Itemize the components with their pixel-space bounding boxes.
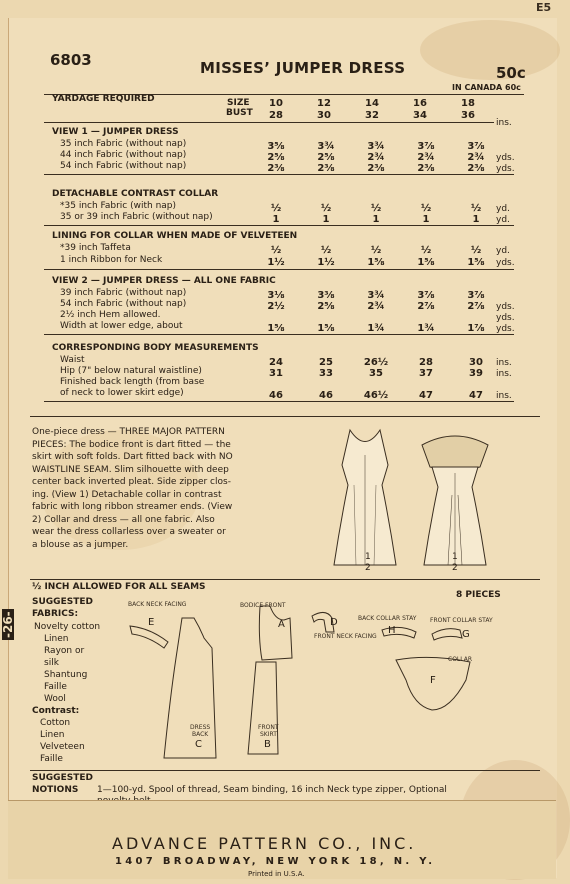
price-canada: IN CANADA 60c <box>452 83 521 92</box>
contrast-item: Velveteen <box>40 742 85 752</box>
row-value: ½ <box>320 245 332 256</box>
row-value: 1½ <box>267 257 285 268</box>
fabric-item: silk <box>44 658 59 668</box>
row-unit: yds. <box>496 164 515 174</box>
row-value: 3¾ <box>367 290 385 301</box>
piece-label: FRONT <box>258 724 279 731</box>
piece-label: BACK <box>192 731 209 738</box>
divider <box>44 122 494 123</box>
row-label: 44 inch Fabric (without nap) <box>60 150 187 160</box>
row-label: 39 inch Fabric (without nap) <box>60 288 187 298</box>
row-value: 3⅜ <box>317 290 335 301</box>
row-label: 35 or 39 inch Fabric (without nap) <box>60 212 213 222</box>
row-value: 46½ <box>363 390 389 401</box>
bust-value: 28 <box>269 110 283 121</box>
row-value: ½ <box>420 203 432 214</box>
collar-heading: DETACHABLE CONTRAST COLLAR <box>52 189 219 199</box>
description-line: ing. (View 1) Detachable collar in contrast <box>32 489 222 500</box>
description-line: One-piece dress — THREE MAJOR PATTERN <box>32 427 225 437</box>
row-unit: yds. <box>496 302 515 312</box>
view-number-2: 2 <box>365 563 371 573</box>
piece-letter: H <box>388 625 396 636</box>
description-line: fabric with long ribbon streamer ends. (View <box>32 502 233 512</box>
row-value: 1⅝ <box>267 323 285 334</box>
fabric-item: Faille <box>44 682 67 692</box>
divider <box>44 174 514 175</box>
piece-count: 8 PIECES <box>456 590 501 600</box>
row-unit: yds. <box>496 324 515 334</box>
side-stamp: -26- <box>1 611 15 638</box>
row-value: 1 <box>272 214 280 225</box>
piece-letter: E <box>148 617 155 628</box>
row-unit: yd. <box>496 215 510 225</box>
lining-heading: LINING FOR COLLAR WHEN MADE OF VELVETEEN <box>52 231 298 241</box>
fabric-item: Wool <box>44 694 66 704</box>
yardage-heading: YARDAGE REQUIRED <box>52 94 155 104</box>
row-value: 31 <box>269 368 283 379</box>
row-label: of neck to lower skirt edge) <box>60 388 184 398</box>
divider <box>30 579 540 580</box>
row-unit: yds. <box>496 153 515 163</box>
piece-letter: B <box>264 739 271 750</box>
row-unit: ins. <box>496 391 512 401</box>
piece-label: BACK COLLAR STAY <box>358 615 417 622</box>
row-value: ½ <box>270 203 282 214</box>
row-value: 1⅝ <box>467 257 485 268</box>
row-value: 37 <box>419 368 433 379</box>
stain <box>420 20 560 80</box>
divider <box>44 401 514 402</box>
row-value: 25 <box>319 357 333 368</box>
view-number-1: 1 <box>452 552 458 562</box>
row-value: 3¾ <box>367 141 385 152</box>
description-line: center back inverted pleat. Side zipper clos- <box>32 477 231 487</box>
row-value: ½ <box>270 245 282 256</box>
row-unit: ins. <box>496 358 512 368</box>
row-value: 1⅞ <box>467 323 485 334</box>
description-line: a blouse as a jumper. <box>32 539 129 550</box>
row-value: ½ <box>470 203 482 214</box>
row-value: 2⅜ <box>367 163 385 174</box>
body-heading: CORRESPONDING BODY MEASUREMENTS <box>52 343 259 353</box>
row-value: 2⅜ <box>467 163 485 174</box>
row-value: ½ <box>370 203 382 214</box>
divider <box>30 416 540 417</box>
company-address: 1407 BROADWAY, NEW YORK 18, N. Y. <box>115 856 436 867</box>
row-label: Width at lower edge, about <box>60 321 183 331</box>
fabric-item: Linen <box>44 634 69 644</box>
piece-letter: F <box>430 675 436 686</box>
row-label: 1 inch Ribbon for Neck <box>60 255 163 265</box>
description-line: WAISTLINE SEAM. Slim silhouette with deep <box>32 464 229 475</box>
row-value: 24 <box>269 357 283 368</box>
fabric-item: Novelty cotton <box>34 622 101 632</box>
row-value: 1⅝ <box>317 323 335 334</box>
row-value: 3⅝ <box>267 141 285 152</box>
description-line: wear the dress collarless over a sweater or <box>32 527 226 537</box>
row-value: 2¾ <box>367 152 385 163</box>
size-value: 14 <box>365 98 379 109</box>
row-value: 47 <box>469 390 483 401</box>
piece-letter: D <box>330 617 338 628</box>
row-value: 3⅞ <box>417 290 435 301</box>
description-line: PIECES: The bodice front is dart fitted — the <box>32 439 231 450</box>
bust-value: 36 <box>461 110 475 121</box>
row-value: 2⅞ <box>467 301 485 312</box>
fabrics-heading: FABRICS: <box>32 609 79 619</box>
size-unit: ins. <box>496 118 512 128</box>
row-value: 47 <box>419 390 433 401</box>
row-value: 1 <box>422 214 430 225</box>
row-value: 3⅞ <box>417 141 435 152</box>
fabric-item: Rayon or <box>44 646 85 656</box>
divider <box>44 269 514 270</box>
size-value: 18 <box>461 98 475 109</box>
notions-text: 1—100-yd. Spool of thread, Seam binding, 16 inch Neck type zipper, Optional <box>97 785 447 795</box>
seam-allowance: ½ INCH ALLOWED FOR ALL SEAMS <box>32 582 206 592</box>
row-value: 1⅝ <box>367 257 385 268</box>
row-value: 3⅛ <box>267 290 285 301</box>
bust-value: 30 <box>317 110 331 121</box>
contrast-item: Faille <box>40 754 63 764</box>
row-value: 3¾ <box>317 141 335 152</box>
piece-label: FRONT COLLAR STAY <box>430 617 493 624</box>
row-unit: ins. <box>496 369 512 379</box>
row-value: 2⅞ <box>417 301 435 312</box>
row-label: 54 inch Fabric (without nap) <box>60 161 187 171</box>
row-value: 2¾ <box>467 152 485 163</box>
row-value: 2⅝ <box>317 301 335 312</box>
row-value: 2½ <box>267 301 285 312</box>
row-value: 1 <box>322 214 330 225</box>
divider <box>44 225 514 226</box>
row-value: 1¾ <box>417 323 435 334</box>
row-value: 26½ <box>363 357 389 368</box>
fabrics-heading: SUGGESTED <box>32 597 93 607</box>
row-value: 28 <box>419 357 433 368</box>
contrast-item: Cotton <box>40 718 71 728</box>
row-value: ½ <box>370 245 382 256</box>
row-value: 46 <box>319 390 333 401</box>
contrast-label: Contrast: <box>32 706 80 716</box>
row-value: ½ <box>470 245 482 256</box>
fabric-item: Shantung <box>44 670 88 680</box>
row-value: 30 <box>469 357 483 368</box>
view1-heading: VIEW 1 — JUMPER DRESS <box>52 127 179 137</box>
row-value: 46 <box>269 390 283 401</box>
row-value: 39 <box>469 368 483 379</box>
row-label: 2½ inch Hem allowed. <box>60 310 161 320</box>
piece-letter: G <box>462 629 470 640</box>
view2-heading: VIEW 2 — JUMPER DRESS — ALL ONE FABRIC <box>52 276 276 286</box>
row-unit: yds. <box>496 258 515 268</box>
row-value: 3⅞ <box>467 141 485 152</box>
notions-heading: NOTIONS <box>32 785 79 795</box>
row-value: 2⅜ <box>417 163 435 174</box>
bust-label: BUST <box>226 108 253 118</box>
row-label: *35 inch Fabric (with nap) <box>60 201 177 211</box>
bust-value: 34 <box>413 110 427 121</box>
row-value: 2⅝ <box>267 152 285 163</box>
row-label: Hip (7" below natural waistline) <box>60 366 202 376</box>
page-title: MISSES’ JUMPER DRESS <box>200 59 406 77</box>
row-value: 2⅜ <box>317 163 335 174</box>
row-value: 33 <box>319 368 333 379</box>
description-line: 2) Collar and dress — all one fabric. Also <box>32 514 215 525</box>
printed-note: Printed in U.S.A. <box>248 870 305 878</box>
price: 50c <box>496 64 526 82</box>
notions-heading: SUGGESTED <box>32 773 93 783</box>
contrast-item: Linen <box>40 730 65 740</box>
row-value: 2¾ <box>417 152 435 163</box>
corner-mark: E5 <box>536 1 552 14</box>
row-value: 1 <box>472 214 480 225</box>
divider <box>30 770 540 771</box>
bust-value: 32 <box>365 110 379 121</box>
piece-label: BODICE FRONT <box>240 602 286 609</box>
size-value: 16 <box>413 98 427 109</box>
description-line: skirt with soft folds. Dart fitted back with NO <box>32 452 233 462</box>
size-label: SIZE <box>227 98 250 108</box>
row-value: 1 <box>372 214 380 225</box>
view-number-1: 1 <box>365 552 371 562</box>
row-value: 1⅝ <box>417 257 435 268</box>
pattern-number: 6803 <box>50 51 92 69</box>
row-value: 35 <box>369 368 383 379</box>
piece-letter: C <box>195 739 202 750</box>
piece-label: DRESS <box>190 724 211 731</box>
row-value: 1½ <box>317 257 335 268</box>
piece-label: COLLAR <box>448 656 473 663</box>
row-label: Finished back length (from base <box>60 377 205 387</box>
row-unit: yds. <box>496 313 515 323</box>
row-label: Waist <box>60 355 85 365</box>
row-value: ½ <box>420 245 432 256</box>
size-value: 12 <box>317 98 331 109</box>
row-unit: yd. <box>496 246 510 256</box>
view-number-2: 2 <box>452 563 458 573</box>
row-value: 2¾ <box>367 301 385 312</box>
company-name: ADVANCE PATTERN CO., INC. <box>112 834 417 853</box>
piece-label: BACK NECK FACING <box>128 601 187 608</box>
row-unit: yd. <box>496 204 510 214</box>
row-label: 35 inch Fabric (without nap) <box>60 139 187 149</box>
row-value: 2⅜ <box>267 163 285 174</box>
row-value: 3⅞ <box>467 290 485 301</box>
size-value: 10 <box>269 98 283 109</box>
piece-label: SKIRT <box>260 731 277 738</box>
piece-label: FRONT NECK FACING <box>314 633 377 640</box>
row-value: 1¾ <box>367 323 385 334</box>
row-label: 54 inch Fabric (without nap) <box>60 299 187 309</box>
piece-letter: A <box>278 619 285 630</box>
row-label: *39 inch Taffeta <box>60 243 131 253</box>
divider <box>44 334 514 335</box>
row-value: 2⅝ <box>317 152 335 163</box>
row-value: ½ <box>320 203 332 214</box>
